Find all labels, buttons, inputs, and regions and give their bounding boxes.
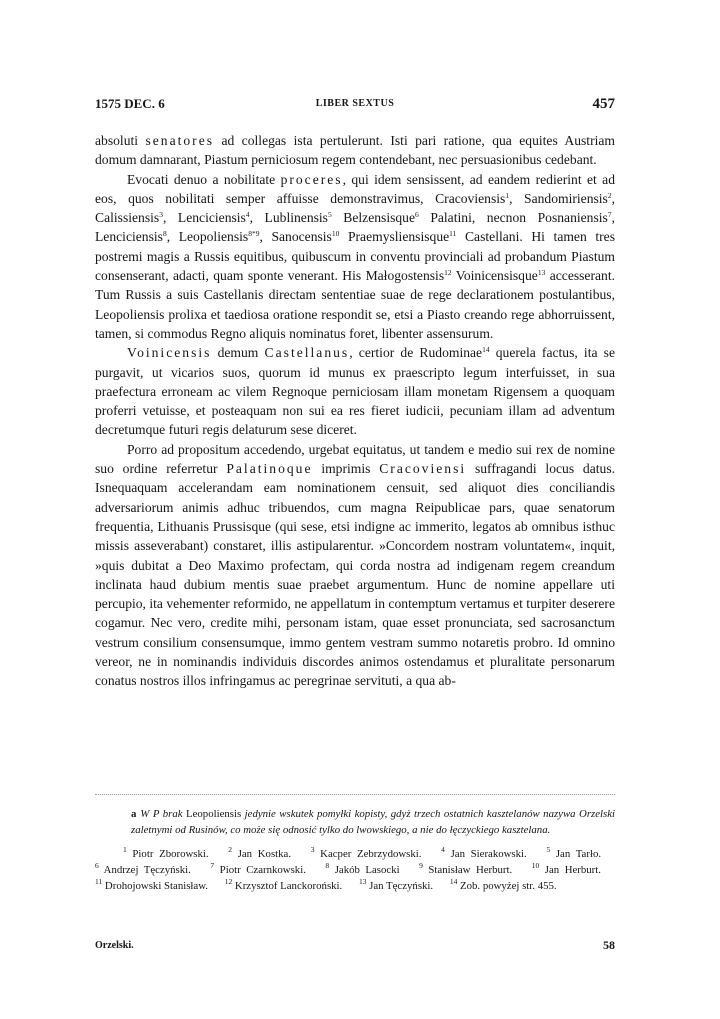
footnote-reference: 12: [444, 268, 452, 278]
spaced-emphasis: proceres: [280, 171, 343, 187]
footer-signature: Orzelski.: [95, 940, 134, 951]
footnote-number: 3: [310, 845, 315, 854]
text-run: Belzensisque: [331, 210, 416, 226]
footnote-item: [95, 877, 208, 892]
footnote-reference: 11: [449, 229, 457, 239]
text-run: ad collegas ista pertulerunt. Isti pari ratione, qua equites Austriam domum damnarant, Piastum perniciosum regem contendebant, nec persuasionibus cedebant.: [95, 133, 615, 168]
text-run: Voinicensisque: [451, 268, 538, 284]
footnote-reference: 14: [482, 345, 490, 355]
text-run: , Calissiensis: [95, 190, 616, 226]
footnote-item: [325, 861, 400, 876]
footnote-reference: 3: [159, 210, 163, 220]
footnote-number: 12: [224, 877, 233, 886]
paragraph: [95, 343, 615, 439]
footnote-number: 2: [228, 845, 233, 854]
running-header: [95, 96, 615, 116]
footnote-text: Jan Tarło.: [550, 848, 602, 860]
main-text: [95, 131, 615, 691]
text-run: , Sandomiriensis: [509, 190, 608, 206]
footnote-text: Jakób Lasocki: [329, 864, 400, 876]
footnote-text: Andrzej Tęczyński.: [98, 864, 191, 876]
text-run: suffragandi locus datus. Isnequaquam accelerandam eam nominationem censuit, sed aliquot dies conciliandis adversariorum animis adhuc tribuendos, cum magna Reipublicae pars, quae senatorum frequentia, Lithuanis Prussisque (qui sese, etsi indigne ac immerito, legatos ab omnibus isthuc missis asseverabant) constaret, illis astipularentur. »Concordem nostram voluntatem«, inquit, »quis dubitat a Deo Maximo profectam, qui corda nostra ad indigenam regem creandum inclinata haud dubium mentis suae praebet argumentum. Hunc de nomine appellare uti percupio, ita vehementer reformido, ne appellatum in contemptum vertamus et turpiter deserere cogamur. Nec vero, credite mihi, personam istam, quae esset pronunciata, sed sacrosanctum vestrum consilium consensumque, immo gentem vestram summo notaretis probro. Id omnino vereor, ne in nominandis individuis discordes animos ostendamus et pluralitate personarum conatus nostros illos infringamus ac peregrinae servituti, a qua ab-: [95, 461, 616, 689]
footnote-reference: 10: [331, 229, 340, 239]
footnote-number: 8: [325, 861, 330, 870]
critical-note-text: W P: [140, 808, 163, 820]
footnote-number: 11: [95, 877, 103, 886]
text-run: , qui idem sensissent, ad eandem redierint et ad eos, quos nobilitati semper affuisse demonstravimus, Cracoviensis: [95, 171, 615, 206]
text-run: , certior de Rudominae: [349, 345, 483, 361]
footnote-number: 9: [419, 861, 423, 870]
footnote-text: Piotr Zborowski.: [126, 848, 209, 860]
footnote-number: 4: [441, 845, 445, 854]
footnote-text: Stanisław Herburt.: [422, 864, 513, 876]
text-run: imprimis: [312, 461, 380, 477]
footnote-number: 5: [546, 845, 551, 854]
text-run: Porro ad propositum accedendo, urgebat equitatus, ut tandem e medio sui rex de nomine suo ordine referretur: [95, 441, 615, 477]
spaced-emphasis: Castellanus: [264, 345, 350, 361]
text-run: absoluti: [95, 133, 146, 148]
text-run: Castellani. Hi tamen tres postremi magis a Russis equitibus, quibuscum in conventu provinciali ad probandum Piastum consenserant, adacti, quam sponte venerant. His Małogostensis: [95, 229, 615, 284]
footnote-divider: [95, 794, 615, 795]
text-run: accesserant. Tum Russis a suis Castellanis directam sententiae suae de rege declarationem postulantibus, Leopoliensis prolixa et taediosa oratione respondit se, etsi a Piasto creando rege abhorruissent, tamen, si commodus Regno aliquis nominatus foret, libenter assensurum.: [95, 268, 615, 341]
footnote-item: [546, 845, 602, 860]
footnote-text: Jan Tęczyński.: [366, 880, 434, 892]
footnote-reference: 6: [415, 210, 419, 220]
footnote-list: [95, 846, 615, 894]
text-run: querela factus, ita se purgavit, ut vicarios suos, quorum id munus ex praescripto legum interfuisset, in sua praefectura erroneam ac vilem Regnoque perniciosam illam monetam Rigensem a quoquam proferri vetuisse, et posteaquam non sui ea res fieret iudicii, pecuniam illam ad adventum decretumque futuri regis delaturum sese diceret.: [95, 345, 616, 438]
paragraph: [95, 440, 615, 691]
critical-note-text: brak: [162, 808, 183, 820]
footnote-reference: 5: [327, 210, 332, 220]
text-run: , Sanocensis: [259, 229, 332, 245]
footnote-text: Jan Kostka.: [232, 848, 292, 860]
spaced-emphasis: Voinicensis: [127, 345, 212, 361]
footnote-item: [419, 861, 513, 876]
footnote-number: 10: [531, 861, 540, 870]
footnote-item: [358, 877, 434, 892]
footnote-item: [95, 861, 191, 876]
footnote-reference: 1: [505, 190, 510, 200]
text-run: Palatini, necnon Posnaniensis: [418, 210, 608, 226]
footnote-number: 13: [358, 877, 367, 886]
text-run: Praemysliensisque: [339, 229, 450, 245]
footnote-item: [228, 845, 292, 860]
spaced-emphasis: senatores: [145, 133, 215, 148]
footnote-number: 14: [449, 877, 458, 886]
footnote-item: [210, 861, 306, 876]
footnote-item: [224, 877, 343, 892]
footnote-text: Zob. powyżej str. 455.: [457, 880, 557, 892]
footnote-number: 1: [123, 845, 127, 854]
footnote-text: Jan Herburt.: [539, 864, 601, 876]
spaced-emphasis: Palatinoque: [226, 461, 313, 477]
footnote-reference: 4: [245, 210, 250, 220]
paragraph: [95, 131, 615, 170]
footnote-number: 6: [95, 861, 99, 870]
critical-note-text: jedynie wskutek pomyłki kopisty, gdyż trzech ostatnich kasztelanów nazywa Orzelski zaletnymi od Rusinów, co może się odnosić tylko do lwowskiego, a nie do łęczyckiego kasztelana.: [131, 808, 616, 836]
footnotes-section: [95, 806, 615, 894]
text-run: demum: [211, 345, 265, 361]
text-run: , Lenciciensis: [95, 210, 615, 245]
footer-sheet-number: 58: [603, 938, 615, 952]
text-run: , Leopoliensis: [166, 229, 249, 245]
text-run: , Lenciciensis: [162, 210, 246, 226]
footnote-text: Drohojowski Stanisław.: [102, 880, 208, 892]
critical-note-text: Leopoliensis: [182, 808, 245, 820]
footnote-text: Piotr Czarnkowski.: [214, 864, 306, 876]
footnote-reference: 2: [607, 190, 612, 200]
page-footer: [95, 938, 615, 956]
footnote-reference: 8: [162, 229, 167, 239]
header-page-number: 457: [592, 96, 615, 112]
footnote-number: 7: [210, 861, 215, 870]
text-run: Evocati denuo a nobilitate: [127, 171, 281, 187]
footnote-item: [449, 877, 557, 892]
footnote-item: [531, 861, 601, 876]
footnote-text: Kacper Zebrzydowski.: [314, 848, 422, 860]
footnote-reference: 7: [607, 210, 612, 220]
text-run: , Lublinensis: [249, 210, 328, 226]
footnote-reference: 8*9: [248, 229, 260, 239]
footnote-item: [123, 845, 209, 860]
footnote-item: [441, 845, 527, 860]
paragraph: [95, 170, 615, 344]
footnote-text: Jan Sierakowski.: [444, 848, 527, 860]
footnote-reference: 13: [537, 268, 546, 278]
critical-note-mark: a: [131, 808, 137, 820]
spaced-emphasis: Cracoviensi: [379, 461, 467, 477]
header-book-title: LIBER SEXTUS: [315, 98, 395, 109]
footnote-text: Krzysztof Lanckoroński.: [232, 880, 343, 892]
header-date: 1575 DEC. 6: [95, 96, 165, 111]
critical-apparatus-note: [95, 806, 615, 838]
footnote-item: [310, 845, 422, 860]
